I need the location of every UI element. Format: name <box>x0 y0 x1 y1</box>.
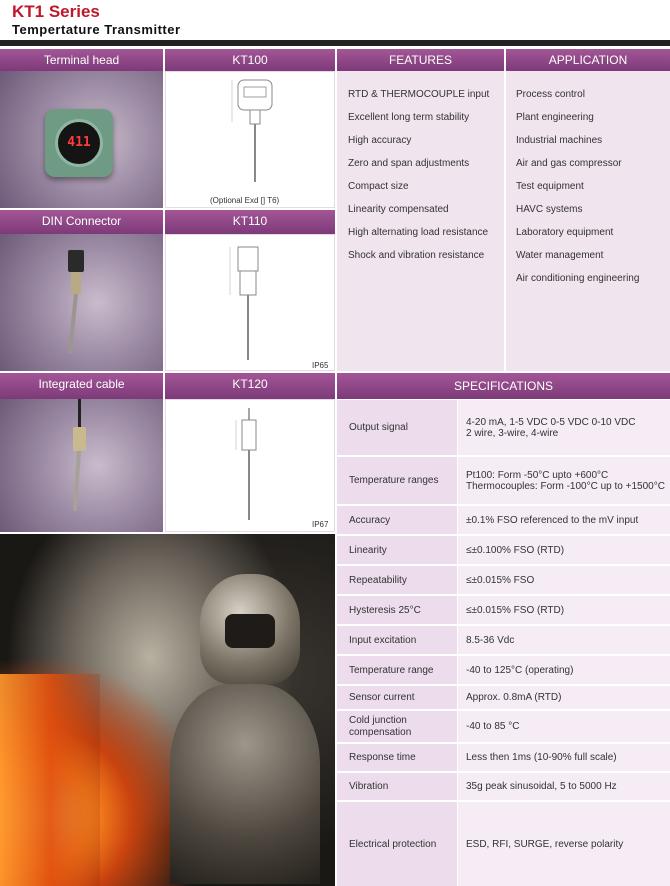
spec-label: Electrical protection <box>337 802 457 886</box>
kt120-caption: IP67 <box>312 520 329 529</box>
kt110-drawing <box>165 234 335 371</box>
feature-item: High alternating load resistance <box>348 227 489 238</box>
page-title: KT1 Series <box>12 2 100 21</box>
spec-label: Cold junction compensation <box>337 711 457 742</box>
application-item: Air and gas compressor <box>516 158 622 169</box>
terminal-head-device <box>45 109 113 177</box>
spec-value: Pt100: Form -50°C upto +600°C Thermocouples: Form -100°C up to +1500°C <box>458 457 670 504</box>
kt100-caption: (Optional Exd [] T6) <box>210 196 280 205</box>
spec-label: Temperature ranges <box>337 457 457 504</box>
features-list <box>337 71 504 371</box>
spec-row <box>337 802 670 886</box>
spec-value: -40 to 85 °C <box>458 711 670 742</box>
hood-visor <box>225 614 275 648</box>
feature-item: Shock and vibration resistance <box>348 250 485 261</box>
feature-item: RTD & THERMOCOUPLE input <box>348 89 490 100</box>
din-plug-head <box>68 250 84 272</box>
spec-value: ±0.1% FSO referenced to the mV input <box>458 506 670 534</box>
application-item: Industrial machines <box>516 135 603 146</box>
spec-label: Output signal <box>337 400 457 455</box>
spec-label: Accuracy <box>337 506 457 534</box>
application-item: Laboratory equipment <box>516 227 614 238</box>
spec-label: Hysteresis 25°C <box>337 596 457 624</box>
spec-label: Temperature range <box>337 656 457 684</box>
molten-metal-stream <box>0 674 100 886</box>
spec-label: Response time <box>337 744 457 771</box>
foundry-worker-photo <box>0 534 335 886</box>
kt120-diagram-icon <box>166 400 336 533</box>
spec-value: Less then 1ms (10-90% full scale) <box>458 744 670 771</box>
kt100-drawing <box>165 71 335 208</box>
spec-value: 4-20 mA, 1-5 VDC 0-5 VDC 0-10 VDC 2 wire, 3-wire, 4-wire <box>458 400 670 455</box>
application-item: Water management <box>516 250 604 261</box>
kt120-drawing <box>165 399 335 532</box>
page-subtitle: Tempertature Transmitter <box>12 22 181 37</box>
specifications-header: SPECIFICATIONS <box>337 373 670 399</box>
header-rule <box>0 40 670 46</box>
spec-row <box>337 536 670 565</box>
protective-suit <box>170 684 320 884</box>
integrated-cable-photo <box>0 399 163 532</box>
kt110-caption: IP65 <box>312 361 329 370</box>
spec-row <box>337 686 670 710</box>
spec-value: -40 to 125°C (operating) <box>458 656 670 684</box>
din-probe <box>68 294 78 354</box>
application-item: Air conditioning engineering <box>516 273 640 284</box>
photo-header-integrated-cable: Integrated cable <box>0 373 163 399</box>
spec-row <box>337 744 670 772</box>
spec-row <box>337 506 670 535</box>
spec-row <box>337 656 670 685</box>
model-header-kt110: KT110 <box>165 210 335 234</box>
model-header-kt100: KT100 <box>165 49 335 71</box>
spec-row <box>337 596 670 625</box>
cable-probe <box>73 451 81 511</box>
spec-label: Input excitation <box>337 626 457 654</box>
application-item: Test equipment <box>516 181 584 192</box>
application-item: HAVC systems <box>516 204 583 215</box>
application-item: Plant engineering <box>516 112 594 123</box>
spec-label: Linearity <box>337 536 457 564</box>
spec-value: 8.5-36 Vdc <box>458 626 670 654</box>
feature-item: Excellent long term stability <box>348 112 470 123</box>
spec-row <box>337 566 670 595</box>
spec-row <box>337 400 670 456</box>
kt110-diagram-icon <box>166 235 336 372</box>
din-connector-photo <box>0 234 163 371</box>
cable-sensor-body <box>73 427 86 451</box>
photo-header-terminal-head: Terminal head <box>0 49 163 71</box>
spec-value: 35g peak sinusoidal, 5 to 5000 Hz <box>458 773 670 800</box>
spec-row <box>337 711 670 743</box>
photo-header-din-connector: DIN Connector <box>0 210 163 234</box>
features-header: FEATURES <box>337 49 504 71</box>
feature-item: Zero and span adjustments <box>348 158 470 169</box>
device-display-bezel <box>55 119 103 167</box>
terminal-head-photo <box>0 71 163 208</box>
spec-value: ≤±0.100% FSO (RTD) <box>458 536 670 564</box>
device-display-reading: 411 <box>67 135 91 150</box>
spec-value: ESD, RFI, SURGE, reverse polarity <box>458 802 670 886</box>
application-header: APPLICATION <box>506 49 670 71</box>
din-body <box>71 272 81 294</box>
spec-label: Sensor current <box>337 686 457 709</box>
feature-item: Compact size <box>348 181 409 192</box>
spec-row <box>337 626 670 655</box>
application-item: Process control <box>516 89 585 100</box>
kt100-diagram-icon <box>166 72 336 209</box>
spec-value: ≤±0.015% FSO <box>458 566 670 594</box>
spec-label: Repeatability <box>337 566 457 594</box>
cable <box>78 399 81 427</box>
spec-row <box>337 457 670 505</box>
spec-row <box>337 773 670 801</box>
model-header-kt120: KT120 <box>165 373 335 399</box>
spec-value: ≤±0.015% FSO (RTD) <box>458 596 670 624</box>
feature-item: Linearity compensated <box>348 204 449 215</box>
spec-label: Vibration <box>337 773 457 800</box>
application-list <box>506 71 670 371</box>
feature-item: High accuracy <box>348 135 412 146</box>
spec-value: Approx. 0.8mA (RTD) <box>458 686 670 709</box>
